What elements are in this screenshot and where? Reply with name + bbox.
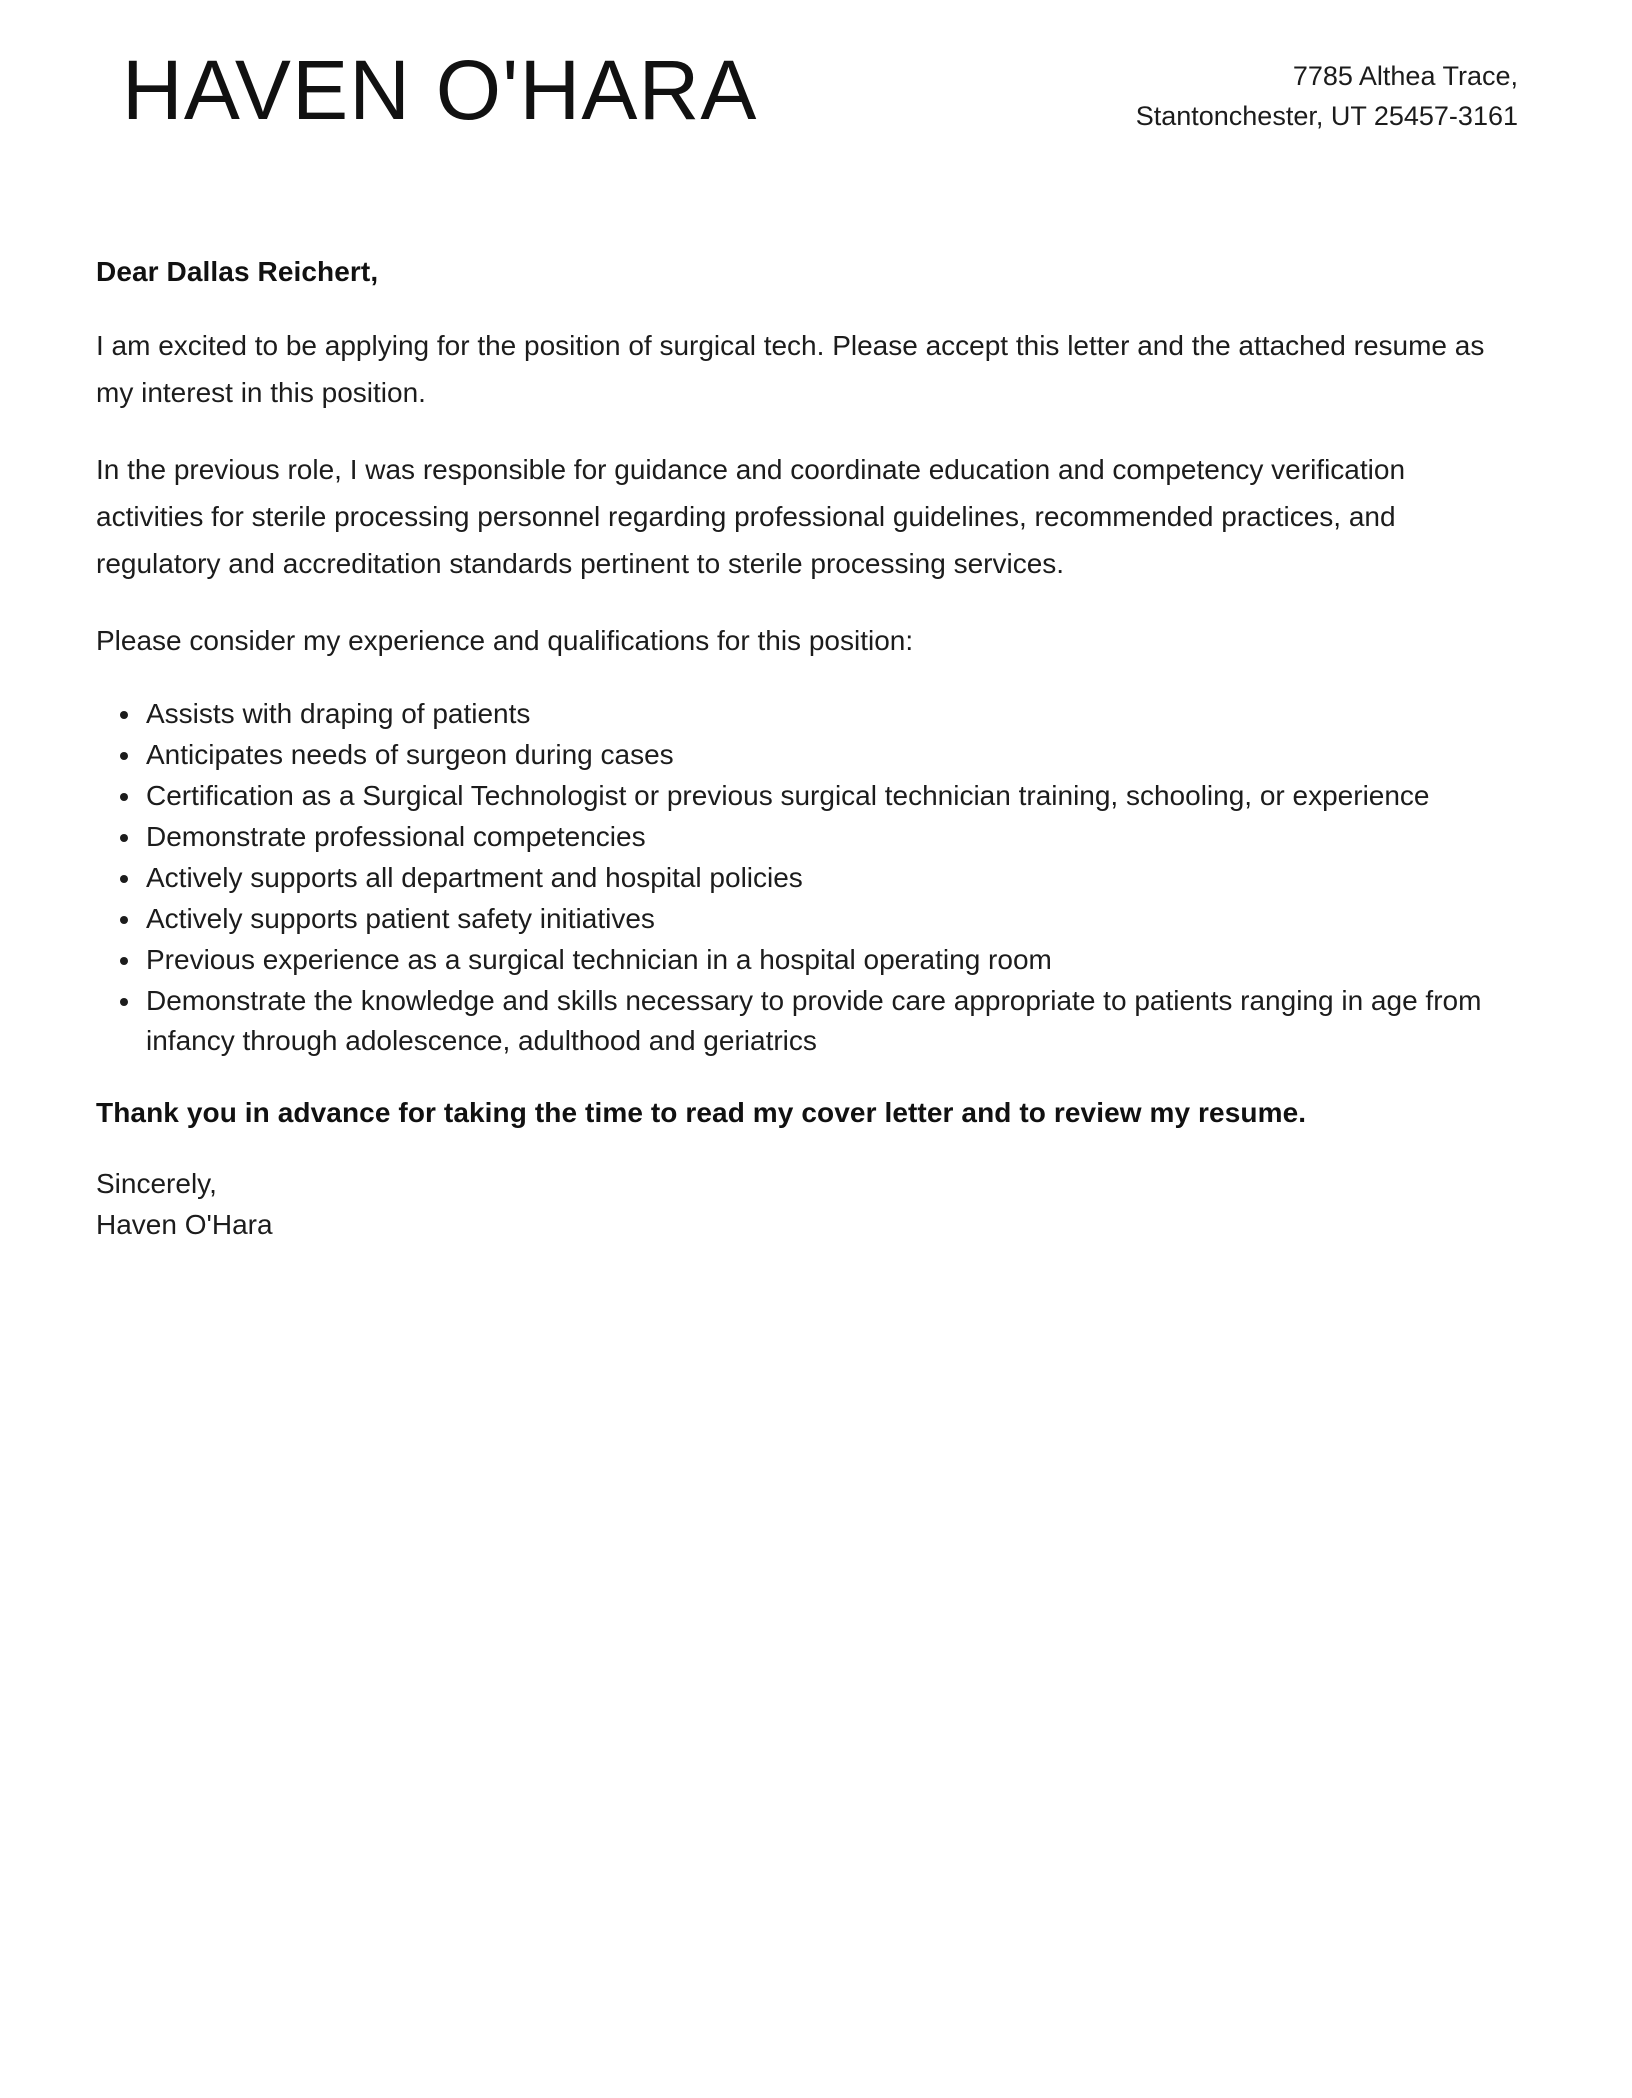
name-block [96, 43, 758, 137]
signoff-name: Haven O'Hara [96, 1209, 273, 1240]
signature-block [96, 1163, 1518, 1245]
letterhead [0, 0, 1632, 136]
signoff-greeting: Sincerely, [96, 1168, 217, 1199]
list-item: Certification as a Surgical Technologist or previous surgical technician training, schooling, or experience [96, 776, 1518, 816]
list-item: Demonstrate the knowledge and skills necessary to provide care appropriate to patients ranging in age from infancy through adolescence, adulthood and geriatrics [96, 981, 1518, 1061]
paragraph-experience: In the previous role, I was responsible for guidance and coordinate education and competency verification activities for sterile processing personnel regarding professional guidelines, recommended practices, and regulatory and accreditation standards pertinent to sterile processing services. [96, 454, 1406, 579]
list-item: Assists with draping of patients [96, 694, 1518, 734]
address-line-2: Stantonchester, UT 25457-3161 [1135, 101, 1518, 131]
list-item: Demonstrate professional competencies [96, 817, 1518, 857]
address-line-1: 7785 Althea Trace, [1292, 61, 1518, 91]
list-item: Actively supports all department and hospital policies [96, 858, 1518, 898]
salutation: Dear Dallas Reichert, [96, 256, 379, 287]
list-item: Previous experience as a surgical technician in a hospital operating room [96, 940, 1518, 980]
letter-body [96, 252, 1518, 1245]
applicant-name: HAVEN O'HARA [122, 43, 758, 137]
list-item: Anticipates needs of surgeon during cases [96, 735, 1518, 775]
list-item: Actively supports patient safety initiatives [96, 899, 1518, 939]
closing-statement: Thank you in advance for taking the time to read my cover letter and to review my resume. [96, 1097, 1307, 1128]
qualifications-list [96, 694, 1518, 1061]
paragraph-qualifications-lead: Please consider my experience and qualifications for this position: [96, 625, 914, 656]
paragraph-intro: I am excited to be applying for the position of surgical tech. Please accept this letter and the attached resume as my interest in this position. [96, 330, 1485, 408]
contact-block [1136, 46, 1518, 136]
